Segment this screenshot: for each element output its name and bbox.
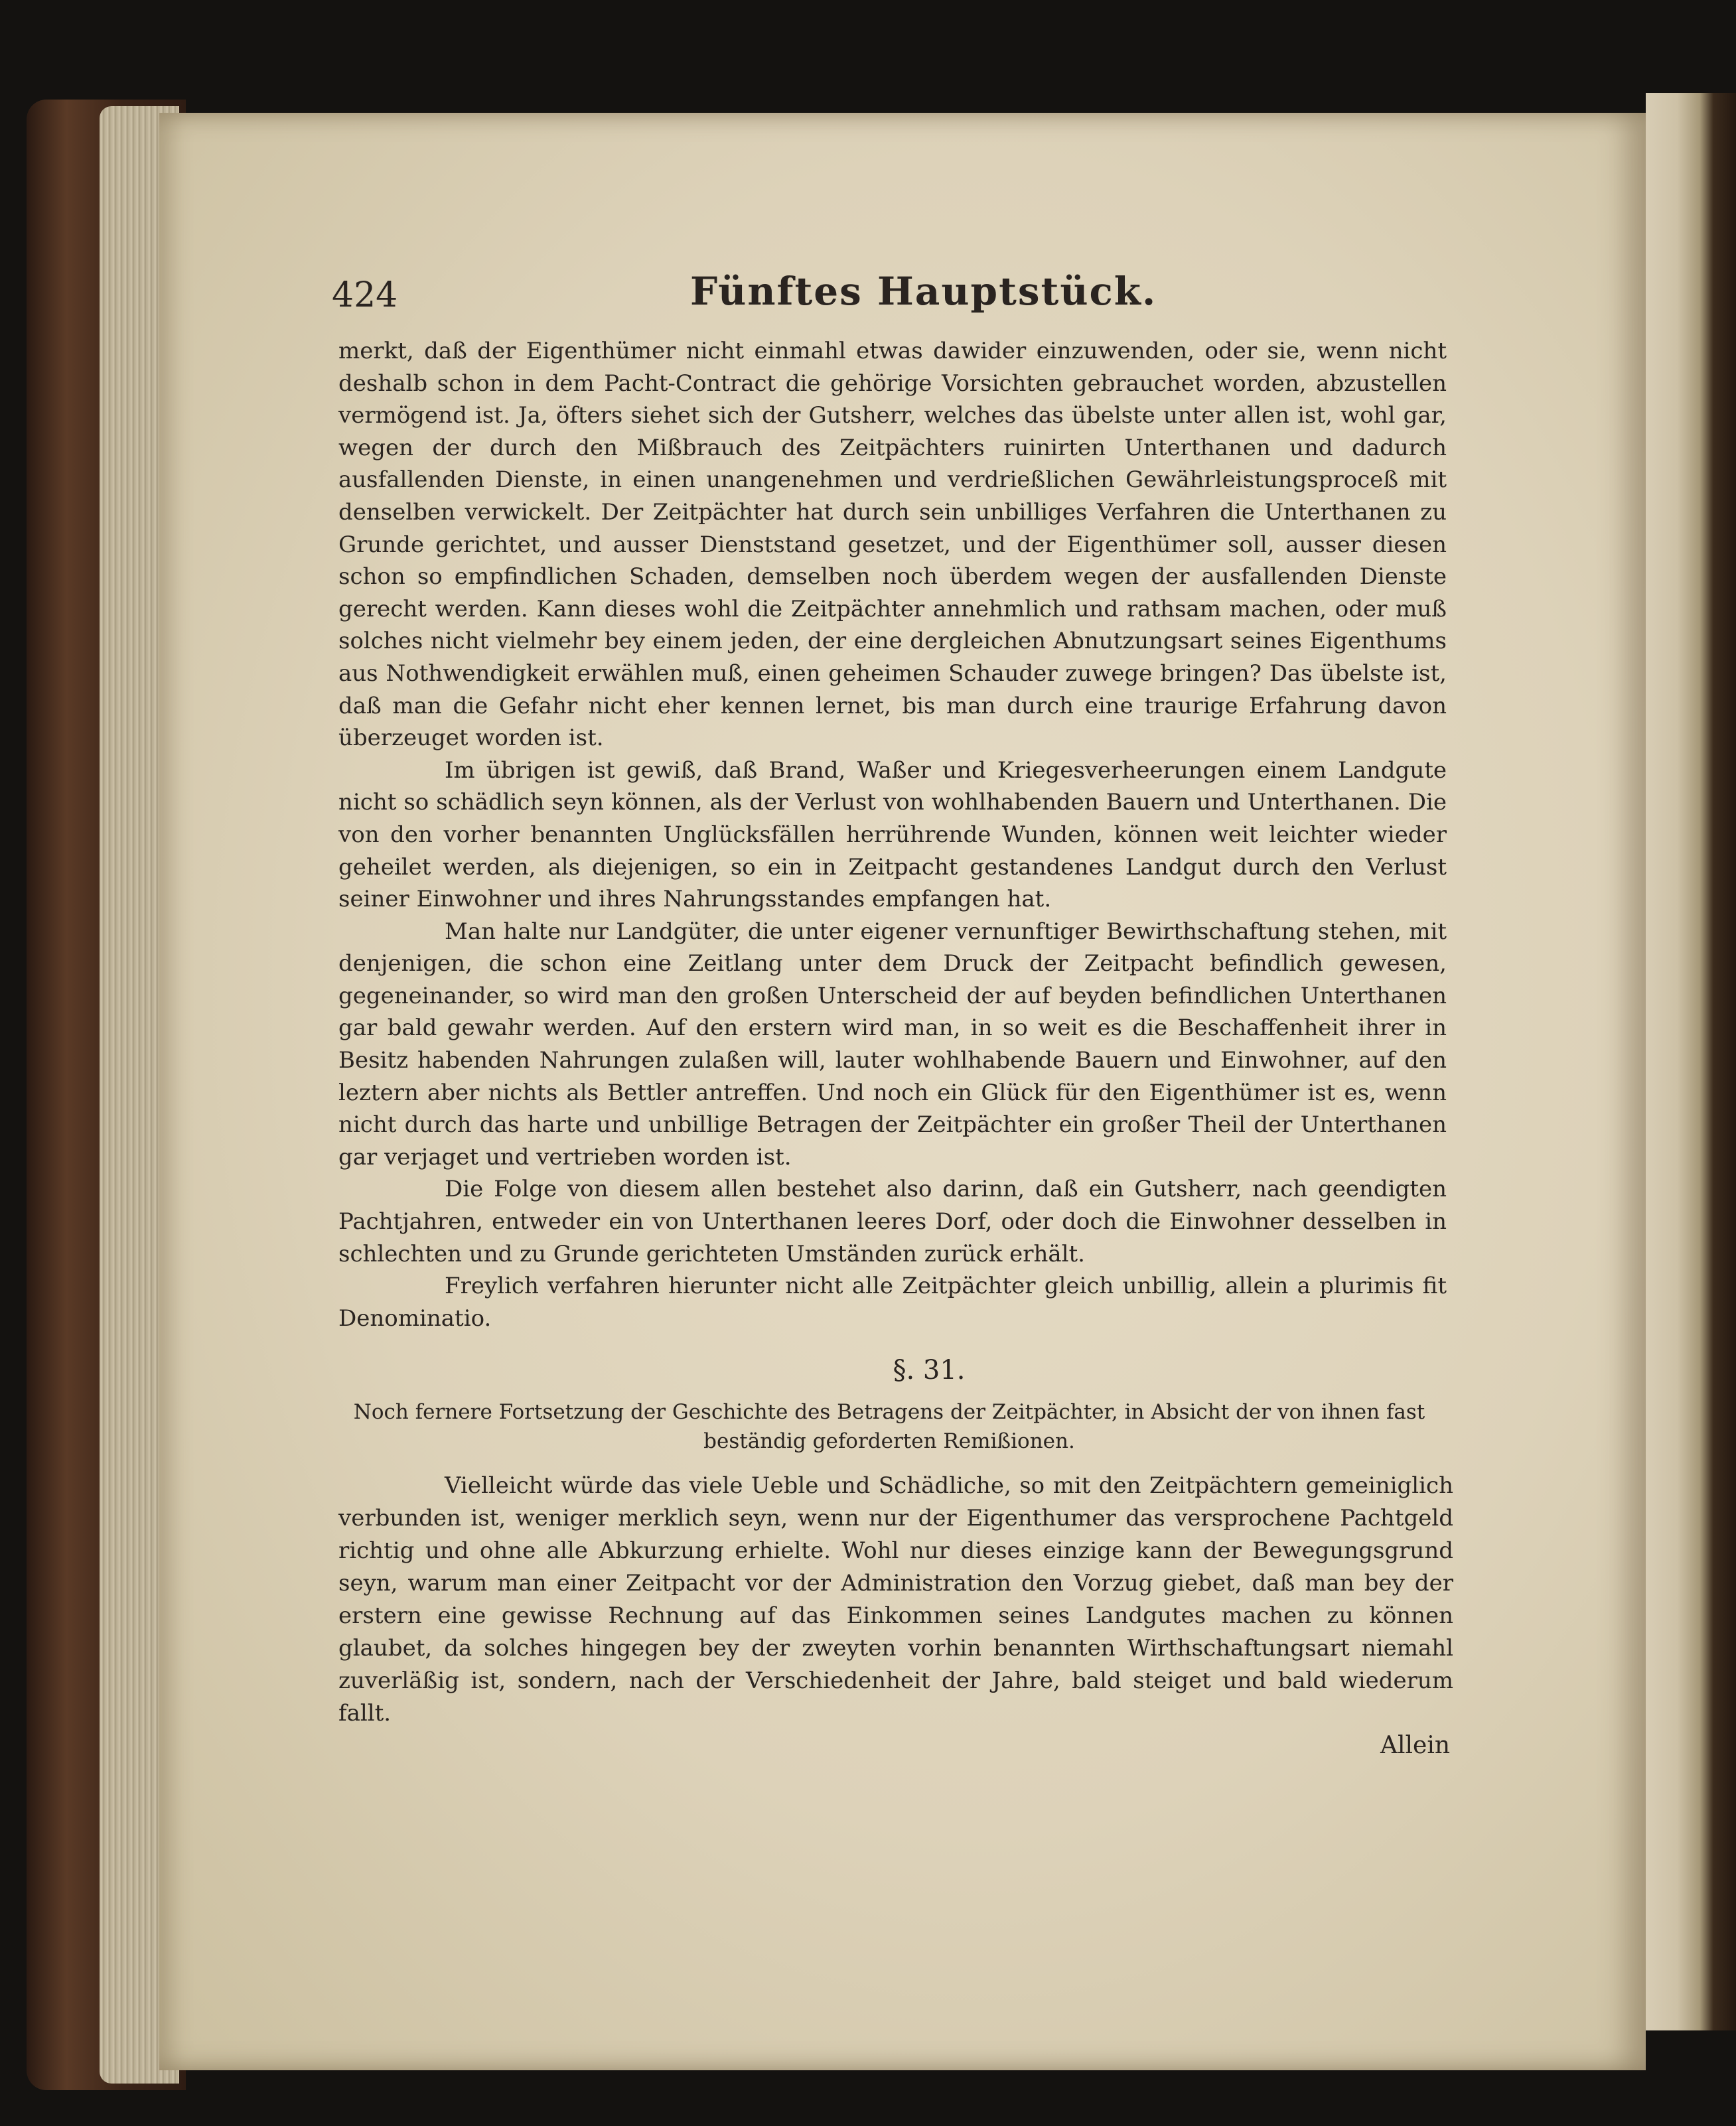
page-header (332, 269, 1460, 322)
body-text (338, 335, 1447, 1334)
section-heading (332, 1355, 1447, 1456)
page-number: 424 (332, 275, 398, 315)
paragraph: Man halte nur Landgüter, die unter eigener vernunftiger Bewirthschaftung stehen, mit denjenigen, die schon eine Zeitlang unter dem Druck der Zeitpacht befindlich gewesen, gegeneinander, so wird man den großen Unterscheid der auf beyden befindlichen Unterthanen gar bald gewahr werden. Auf den erstern wird man, in so weit es die Beschaffenheit ihrer in Besitz habenden Nahrungen zulaßen will, lauter wohlhabende Bauern und Einwohner, auf den leztern aber nichts als Bettler antreffen. Und noch ein Glück für den Eigenthümer ist es, wenn nicht durch das harte und unbillige Betragen der Zeitpächter ein großer Theil der Unterthanen gar verjaget und vertrieben worden ist. (338, 918, 1447, 1170)
running-head: Fünftes Hauptstück. (690, 269, 1157, 314)
catchword: Allein (1380, 1732, 1451, 1759)
paragraph: Freylich verfahren hierunter nicht alle Zeitpächter gleich unbillig, allein a plurimis fit Denominatio. (338, 1273, 1447, 1332)
paragraph: merkt, daß der Eigenthümer nicht einmahl etwas dawider einzuwenden, oder sie, wenn nicht deshalb schon in dem Pacht-Contract die gehörige Vorsichten gebrauchet worden, abzustellen vermögend ist. Ja, öfters siehet sich der Gutsherr, welches das übelste unter allen ist, wohl gar, wegen der durch den Mißbrauch des Zeitpächters ruinirten Unterthanen und dadurch ausfallenden Dienste, in einen unangenehmen und verdrießlichen Gewährleistungsproceß mit denselben verwickelt. Der Zeitpächter hat durch sein unbilliges Verfahren die Unterthanen zu Grunde gerichtet, und ausser Dienststand gesetzet, und der Eigenthümer soll, ausser diesen schon so empfindlichen Schaden, demselben noch überdem wegen der ausfallenden Dienste gerecht werden. Kann dieses wohl die Zeitpächter annehmlich und rathsam machen, oder muß solches nicht vielmehr bey einem jeden, der eine dergleichen Abnutzungsart seines Eigenthums aus Nothwendigkeit erwählen muß, einen geheimen Schauder zuwege bringen? Das übelste ist, daß man die Gefahr nicht eher kennen lernet, bis man durch eine traurige Erfahrung davon überzeuget worden ist. (338, 338, 1447, 752)
paragraph: Vielleicht würde das viele Ueble und Schädliche, so mit den Zeitpächtern gemeiniglich verbunden ist, weniger merklich seyn, wenn nur der Eigenthumer das versprochene Pachtgeld richtig und ohne alle Abkurzung erhielte. Wohl nur dieses einzige kann der Bewegungsgrund seyn, warum man einer Zeitpacht vor der Administration den Vorzug giebet, daß man bey der erstern eine gewisse Rechnung auf das Einkommen seines Landgutes machen zu können glaubet, da solches hingegen bey der zweyten vorhin benannten Wirthschaftungsart niemahl zuverläßig ist, sondern, nach der Verschiedenheit der Jahre, bald steiget und bald wiederum fallt. (338, 1472, 1453, 1727)
facing-page-edge (1646, 93, 1736, 2030)
section-body-text (338, 1470, 1453, 1730)
section-number: §. 31. (893, 1355, 966, 1385)
paragraph: Im übrigen ist gewiß, daß Brand, Waßer und Kriegesverheerungen einem Landgute nicht so schädlich seyn können, als der Verlust von wohlhabenden Bauern und Unterthanen. Die von den vorher benannten Unglücksfällen herrührende Wunden, können weit leichter wieder geheilet werden, als diejenigen, so ein in Zeitpacht gestandenes Landgut durch den Verlust seiner Einwohner und ihres Nahrungsstandes empfangen hat. (338, 756, 1447, 913)
section-title: Noch fernere Fortsetzung der Geschichte des Betragens der Zeitpächter, in Absicht der von ihnen fast beständig geforderten Remißionen. (353, 1400, 1425, 1453)
paragraph: Die Folge von diesem allen bestehet also darinn, daß ein Gutsherr, nach geendigten Pachtjahren, entweder ein von Unterthanen leeres Dorf, oder doch die Einwohner desselben in schlechten und zu Grunde gerichteten Umständen zurück erhält. (338, 1176, 1447, 1267)
